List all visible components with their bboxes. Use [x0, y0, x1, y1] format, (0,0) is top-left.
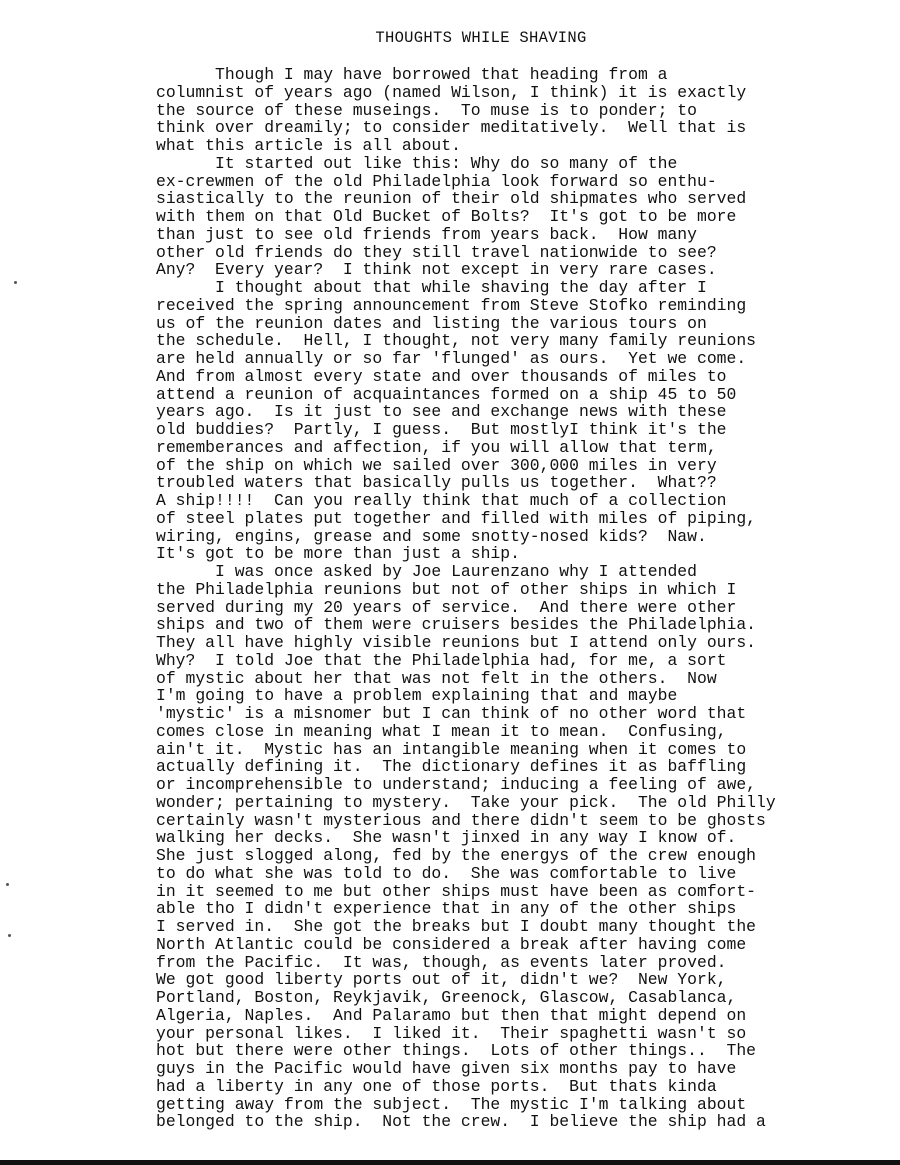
text-line: ships and two of them were cruisers besides the Philadelphia.: [156, 615, 756, 635]
text-line: ain't it. Mystic has an intangible meaning when it comes to: [156, 739, 747, 759]
text-line: Why? I told Joe that the Philadelphia had, for me, a sort: [156, 650, 727, 670]
text-line: I served in. She got the breaks but I doubt many thought the: [156, 917, 756, 936]
page-bottom-edge: [0, 1160, 900, 1165]
text-line: think over dreamily; to consider meditatively. Well that is: [156, 118, 747, 138]
text-line: columnist of years ago (named Wilson, I think) it is exactly: [156, 82, 747, 102]
text-line: with them on that Old Bucket of Bolts? It's got to be more: [156, 207, 737, 226]
text-line: served during my 20 years of service. And there were other: [156, 597, 737, 617]
text-line: Portland, Boston, Reykjavik, Greenock, Glascow, Casablanca,: [156, 988, 737, 1007]
text-line: what this article is all about.: [156, 136, 461, 155]
text-line: wiring, engins, grease and some snotty-nosed kids? Naw.: [156, 526, 707, 546]
text-line: walking her decks. She wasn't jinxed in any way I know of.: [156, 828, 737, 848]
text-line: We got good liberty ports out of it, didn't we? New York,: [156, 970, 727, 990]
text-line: rememberances and affection, if you will allow that term,: [156, 437, 717, 457]
text-line: had a liberty in any one of those ports. But thats kinda: [156, 1076, 717, 1096]
text-line: And from almost every state and over thousands of miles to: [156, 366, 727, 386]
text-line: in it seemed to me but other ships must have been as comfort-: [156, 881, 756, 901]
text-line: Though I may have borrowed that heading from a: [156, 65, 668, 84]
text-line: guys in the Pacific would have given six months pay to have: [156, 1059, 737, 1078]
text-line: She just slogged along, fed by the energys of the crew enough: [156, 846, 756, 865]
text-line: to do what she was told to do. She was comfortable to live: [156, 863, 737, 883]
text-line: received the spring announcement from Steve Stofko reminding: [156, 295, 747, 315]
text-line: from the Pacific. It was, though, as events later proved.: [156, 952, 727, 972]
text-line: attend a reunion of acquaintances formed on a ship 45 to 50: [156, 384, 737, 404]
text-line: I thought about that while shaving the day after I: [156, 278, 707, 297]
text-line: siastically to the reunion of their old shipmates who served: [156, 189, 747, 209]
text-line: I was once asked by Joe Laurenzano why I attended: [156, 562, 697, 581]
text-line: comes close in meaning what I mean it to mean. Confusing,: [156, 721, 727, 741]
text-line: A ship!!!! Can you really think that much of a collection: [156, 491, 727, 510]
text-line: Any? Every year? I think not except in very rare cases.: [156, 260, 717, 280]
scan-speck: [14, 281, 17, 284]
text-line: Algeria, Naples. And Palaramo but then that might depend on: [156, 1005, 747, 1025]
text-line: than just to see old friends from years back. How many: [156, 224, 697, 244]
text-line: old buddies? Partly, I guess. But mostlyI think it's the: [156, 420, 727, 439]
text-line: actually defining it. The dictionary defines it as baffling: [156, 757, 747, 777]
text-line: of mystic about her that was not felt in the others. Now: [156, 668, 717, 688]
text-line: ex-crewmen of the old Philadelphia look forward so enthu-: [156, 171, 717, 191]
scan-speck: [6, 883, 9, 886]
document-body: [156, 66, 896, 1131]
text-line: They all have highly visible reunions but I attend only ours.: [156, 633, 756, 652]
text-line: of steel plates put together and filled with miles of piping,: [156, 508, 756, 528]
text-line: other old friends do they still travel nationwide to see?: [156, 242, 717, 262]
text-line: wonder; pertaining to mystery. Take your pick. The old Philly: [156, 792, 776, 812]
text-line: It started out like this: Why do so many of the: [156, 153, 678, 173]
text-line: It's got to be more than just a ship.: [156, 544, 520, 564]
document-title: THOUGHTS WHILE SHAVING: [375, 29, 587, 47]
text-line: years ago. Is it just to see and exchange news with these: [156, 402, 727, 422]
text-line: able tho I didn't experience that in any of the other ships: [156, 899, 737, 919]
text-line: are held annually or so far 'flunged' as ours. Yet we come.: [156, 349, 747, 368]
text-line: getting away from the subject. The mystic I'm talking about: [156, 1094, 747, 1114]
text-line: troubled waters that basically pulls us together. What??: [156, 473, 717, 493]
text-line: the schedule. Hell, I thought, not very many family reunions: [156, 331, 756, 351]
text-line: or incomprehensible to understand; inducing a feeling of awe,: [156, 775, 756, 794]
text-line: 'mystic' is a misnomer but I can think of no other word that: [156, 704, 747, 723]
text-line: certainly wasn't mysterious and there didn't seem to be ghosts: [156, 810, 766, 830]
text-line: your personal likes. I liked it. Their spaghetti wasn't so: [156, 1023, 747, 1043]
text-line: hot but there were other things. Lots of other things.. The: [156, 1041, 756, 1061]
text-line: us of the reunion dates and listing the various tours on: [156, 313, 707, 333]
scan-speck: [8, 934, 11, 937]
text-line: the Philadelphia reunions but not of other ships in which I: [156, 579, 737, 599]
text-line: North Atlantic could be considered a break after having come: [156, 934, 747, 954]
text-line: the source of these museings. To muse is to ponder; to: [156, 100, 697, 120]
text-line: belonged to the ship. Not the crew. I believe the ship had a: [156, 1112, 766, 1132]
text-line: of the ship on which we sailed over 300,000 miles in very: [156, 455, 717, 475]
text-line: I'm going to have a problem explaining that and maybe: [156, 686, 678, 706]
